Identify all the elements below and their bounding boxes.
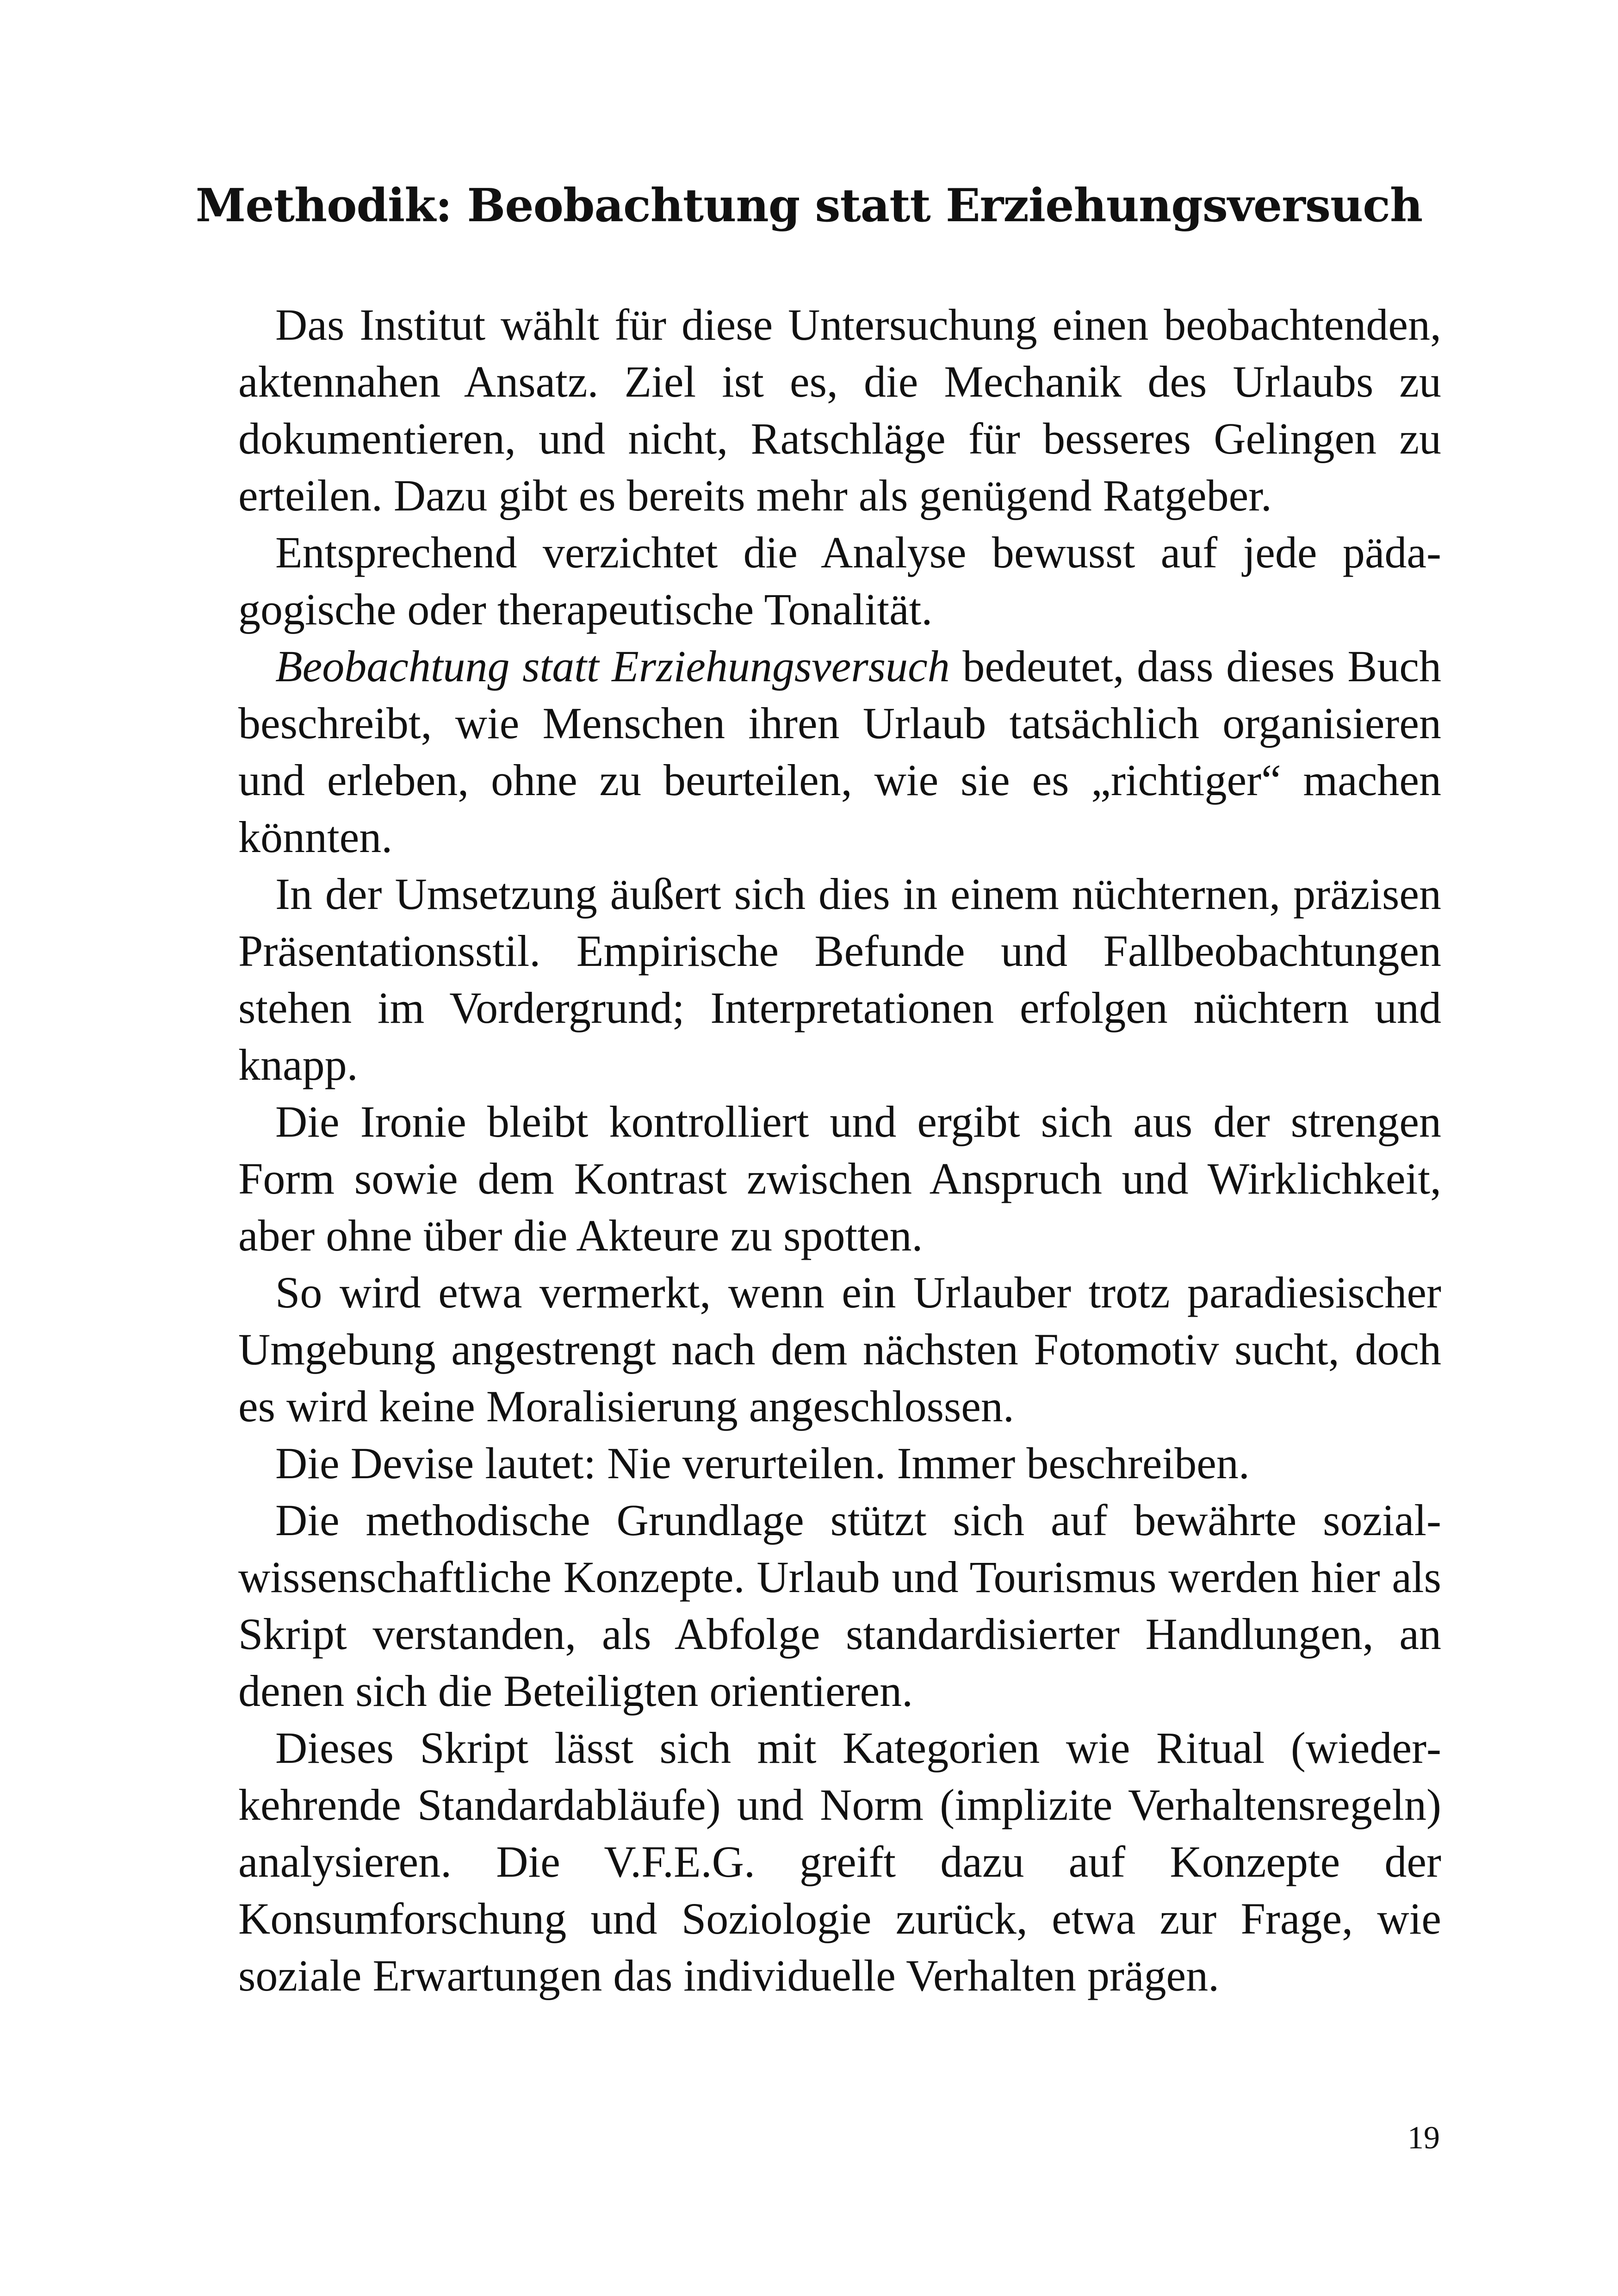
paragraph-8: Die methodische Grundlage stützt sich auf bewährte sozialwissenschaftliche Konzepte. Urlaub und Tourismus werden hier als Skript verstanden, als Abfolge standardisierter Handlungen, an denen sich die Beteiligten orientieren. — [238, 1495, 1441, 1716]
emphasis-phrase: Beobachtung statt Erziehungsversuch — [275, 641, 950, 691]
body-text — [238, 296, 1441, 2004]
paragraph-9: Dieses Skript lässt sich mit Kategorien wie Ritual (wiederkehrende Standardabläufe) und Norm (implizite Verhaltensregeln) analysieren. Die V.F.E.G. greift dazu auf Konzepte der Konsumforschung und Soziologie zurück, etwa zur Frage, wie soziale Erwartungen das individuelle Verhalten prägen. — [238, 1723, 1441, 2000]
paragraph-7: Die Devise lautet: Nie verurteilen. Immer beschreiben. — [275, 1438, 1250, 1488]
paragraph-5: Die Ironie bleibt kontrolliert und ergibt sich aus der strengen Form sowie dem Kontrast zwischen Anspruch und Wirklichkeit, aber ohne über die Akteure zu spotten. — [238, 1097, 1441, 1260]
section-heading: Methodik: Beobachtung statt Erziehungsversuch — [195, 179, 1423, 232]
page-number: 19 — [1407, 2120, 1440, 2156]
paragraph-3-rest: bedeutet, dass dieses Buch beschreibt, wie Menschen ihren Urlaub tatsächlich organisieren und erleben, ohne zu beurteilen, wie sie es „richtiger“ machen könnten. — [238, 641, 1441, 862]
paragraph-3 — [238, 638, 1441, 865]
paragraph-1: Das Institut wählt für diese Untersuchung einen beobachtenden, aktennahen Ansatz. Ziel ist es, die Mechanik des Urlaubs zu dokumentieren, und nicht, Ratschläge für besseres Gelingen zu erteilen. Dazu gibt es bereits mehr als genügend Ratgeber. — [238, 300, 1441, 520]
paragraph-2: Entsprechend verzichtet die Analyse bewusst auf jede pädagogische oder therapeutische Tonalität. — [238, 528, 1441, 634]
paragraph-6: So wird etwa vermerkt, wenn ein Urlauber trotz paradiesischer Umgebung angestrengt nach dem nächsten Fotomotiv sucht, doch es wird keine Moralisierung angeschlossen. — [238, 1268, 1441, 1431]
paragraph-4: In der Umsetzung äußert sich dies in einem nüchternen, präzisen Präsentationsstil. Empirische Befunde und Fallbeobachtungen stehen im Vordergrund; Interpretationen erfolgen nüchtern und knapp. — [238, 869, 1441, 1089]
